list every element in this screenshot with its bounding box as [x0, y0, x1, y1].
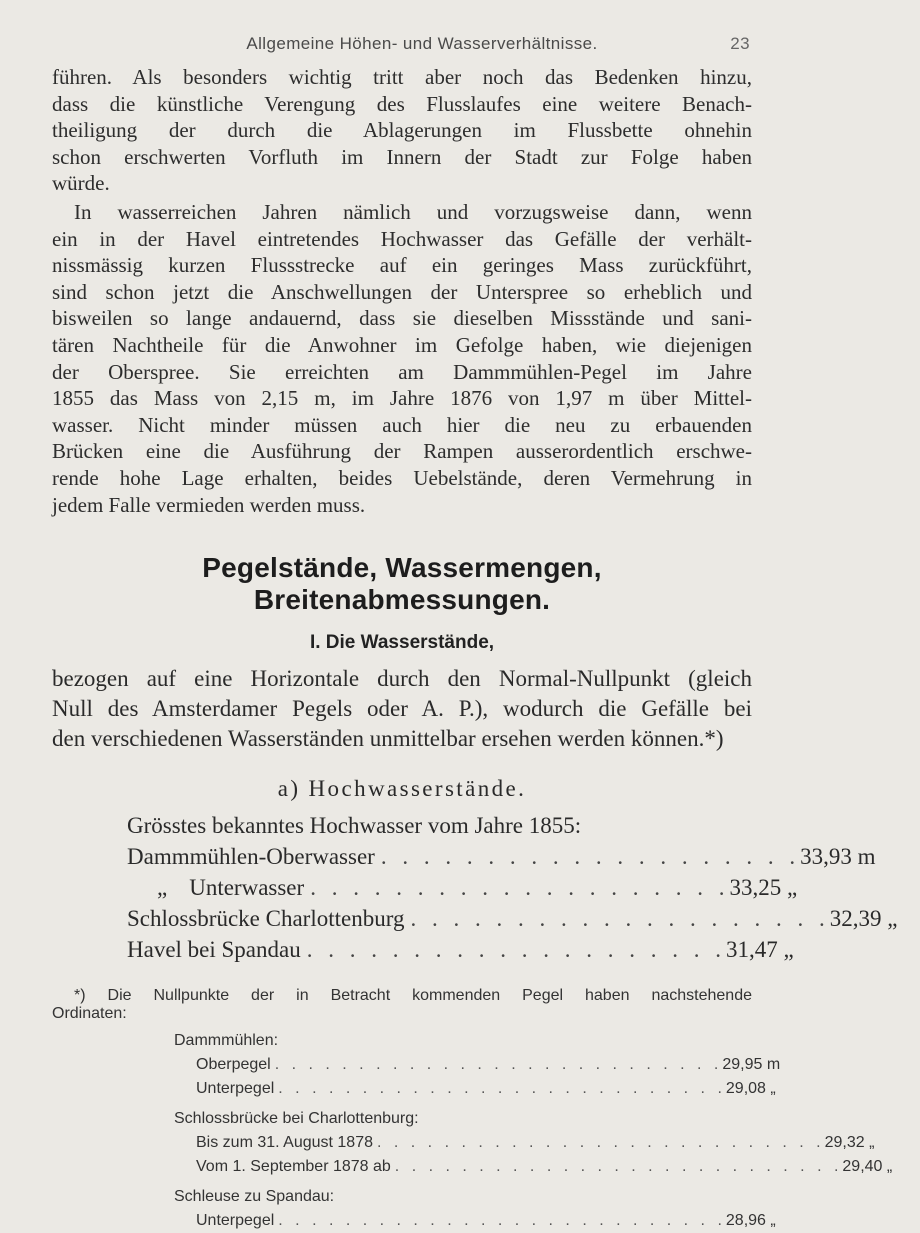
- body-text: [52, 64, 752, 518]
- leader-dots: . . . . . . . . . . . . . . . . . . . . . . . . . . .: [278, 1212, 726, 1230]
- high-water-heading: a) Hochwasserstände.: [277, 776, 527, 802]
- footnote-group-title: Schlossbrücke bei Charlottenburg:: [174, 1110, 419, 1128]
- leader-dots: . . . . . . . . . . . . . . . . . . . . . . . . . . .: [278, 1080, 726, 1098]
- leader-dots: . . . . . . . . . . . . . . . . . . . . . . . . . . .: [274, 1056, 723, 1074]
- text-line: wasser. Nicht minder müssen auch hier die neu zu erbauenden: [52, 412, 752, 437]
- footnote-row: [174, 1155, 893, 1179]
- leader-dots: . . . . . . . . . . . . . . . . . . . . . . . . . . .: [394, 1158, 843, 1176]
- leader-dots: . . . . . . . . . . . . . . . . . . . .: [306, 937, 726, 963]
- page-number: 23: [730, 34, 750, 53]
- text-line: den verschiedenen Wasserständen unmittelbar ersehen werden können.*): [52, 726, 724, 752]
- row-label: Bis zum 31. August 1878: [196, 1134, 373, 1152]
- row-label: Havel bei Spandau: [127, 937, 301, 963]
- text-line: würde.: [52, 171, 110, 196]
- paragraph-2: [52, 199, 752, 518]
- text-line: Brücken eine die Ausführung der Rampen ausserordentlich erschwe-: [52, 439, 752, 464]
- text-line: ein in der Havel eintretendes Hochwasser das Gefälle der verhält-: [52, 226, 752, 251]
- footnote-intro-continued: Ordinaten:: [52, 1005, 127, 1023]
- text-line: jedem Falle vermieden werden muss.: [52, 492, 366, 517]
- high-water-caption: Grösstes bekanntes Hochwasser vom Jahre 1855:: [127, 813, 582, 839]
- text-line: Null des Amsterdamer Pegels oder A. P.), wodurch die Gefälle bei: [52, 696, 752, 722]
- footnote: [52, 987, 893, 1233]
- leader-dots: . . . . . . . . . . . . . . . . . . . . . . . . . . .: [377, 1134, 825, 1152]
- row-value: 33,93 m: [800, 844, 876, 870]
- text-line: In wasserreichen Jahren nämlich und vorzugsweise dann, wenn: [74, 199, 752, 224]
- row-value: 32,39 „: [829, 906, 898, 932]
- footnote-group: [174, 1029, 893, 1233]
- section-intro: [52, 664, 752, 754]
- text-line: der Oberspree. Sie erreichten am Dammmühlen-Pegel im Jahre: [52, 359, 752, 384]
- text-line: führen. Als besonders wichtig tritt aber noch das Bedenken hinzu,: [52, 65, 752, 89]
- text-line: schon erschwerten Vorfluth im Innern der Stadt zur Folge haben: [52, 144, 752, 169]
- row-value: 29,95 m: [722, 1056, 781, 1074]
- footnote-group-title: Dammmühlen:: [174, 1032, 279, 1050]
- leader-dots: . . . . . . . . . . . . . . . . . . . .: [410, 906, 830, 932]
- text-line: theiligung der durch die Ablagerungen im Flussbette ohnehin: [52, 118, 752, 143]
- leader-dots: . . . . . . . . . . . . . . . . . . . .: [380, 844, 801, 870]
- footnote-row: [174, 1053, 781, 1077]
- row-value: 33,25 „: [729, 875, 798, 901]
- high-water-table: [127, 810, 898, 965]
- row-label: Vom 1. September 1878 ab: [196, 1158, 391, 1176]
- text-line: bisweilen so lange andauernd, dass sie dieselben Missstände und sani-: [52, 306, 752, 331]
- row-value: 29,40 „: [842, 1158, 893, 1176]
- table-row: [127, 872, 798, 903]
- table-row: [127, 934, 794, 965]
- row-label: Unterwasser: [189, 875, 305, 901]
- paragraph-1: [52, 64, 752, 197]
- table-row: [127, 903, 898, 934]
- running-head-title: Allgemeine Höhen- und Wasserverhältnisse.: [246, 34, 598, 53]
- row-value: 28,96 „: [725, 1212, 776, 1230]
- text-line: rende hohe Lage erhalten, beides Uebelstände, deren Vermehrung in: [52, 465, 752, 490]
- row-label: Schlossbrücke Charlottenburg: [127, 906, 405, 932]
- row-label: Oberpegel: [196, 1056, 271, 1074]
- footnote-intro: *) Die Nullpunkte der in Betracht kommenden Pegel haben nachstehende: [74, 987, 752, 1005]
- text-line: tären Nachtheile für die Anwohner im Gefolge haben, wie diejenigen: [52, 332, 752, 357]
- ditto-mark: „: [157, 875, 168, 901]
- row-value: 29,08 „: [725, 1080, 776, 1098]
- footnote-row: [174, 1209, 776, 1233]
- running-head: [52, 34, 752, 64]
- text-line: sind schon jetzt die Anschwellungen der Unterspree so erheblich und: [52, 279, 752, 304]
- footnote-row: [174, 1131, 875, 1155]
- footnote-row: [174, 1077, 776, 1101]
- row-label: Unterpegel: [196, 1080, 275, 1098]
- row-label-group: [127, 872, 304, 903]
- footnote-group-title: Schleuse zu Spandau:: [174, 1188, 335, 1206]
- intro-paragraph: [52, 664, 752, 754]
- row-value: 31,47 „: [725, 937, 794, 963]
- sub-heading: I. Die Wasserstände,: [309, 632, 495, 654]
- text-line: dass die künstliche Verengung des Flusslaufes eine weitere Benach-: [52, 91, 752, 116]
- book-page: [52, 34, 898, 1233]
- text-line: nissmässig kurzen Flussstrecke auf ein geringes Mass zurückführt,: [52, 253, 752, 278]
- leader-dots: . . . . . . . . . . . . . . . . . . . .: [310, 875, 730, 901]
- text-line: bezogen auf eine Horizontale durch den Normal-Nullpunkt (gleich: [52, 666, 752, 692]
- row-label: Dammmühlen-Oberwasser: [127, 844, 375, 870]
- section-heading: Pegelstände, Wassermengen, Breitenabmessungen.: [202, 552, 602, 616]
- table-row: [127, 841, 876, 872]
- row-label: Unterpegel: [196, 1212, 275, 1230]
- text-line: 1855 das Mass von 2,15 m, im Jahre 1876 von 1,97 m über Mittel-: [52, 386, 752, 411]
- row-value: 29,32 „: [824, 1134, 875, 1152]
